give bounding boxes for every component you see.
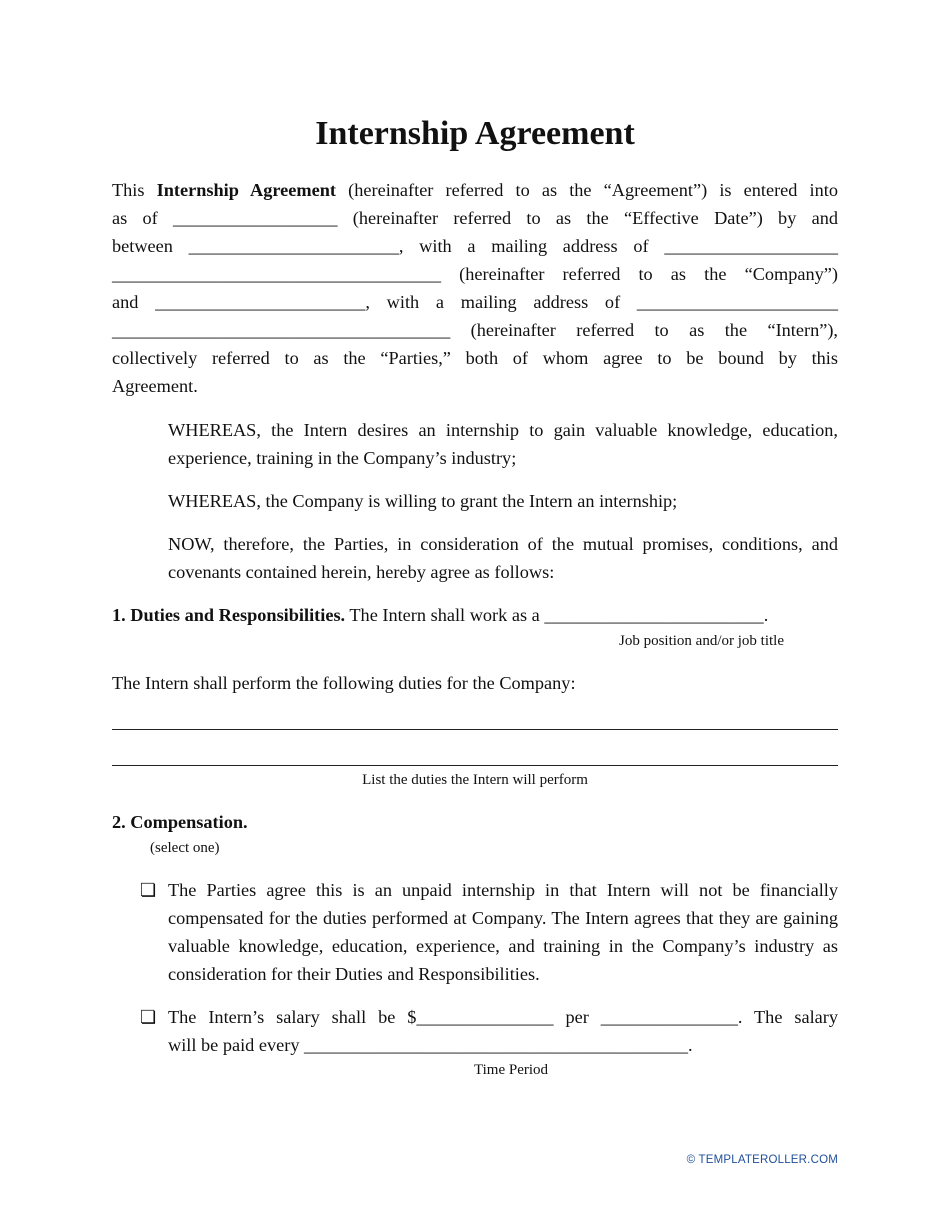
section-duties-text: The Intern shall work as a ________________________.	[345, 605, 769, 625]
document-title: Internship Agreement	[315, 115, 635, 152]
intro-line-3: between _______________________, with a mailing address of ___________________	[112, 236, 838, 256]
duties-caption: List the duties the Intern will perform	[362, 772, 588, 788]
salary-option-line-1: The Intern’s salary shall be $_______________ per _______________. The salary	[168, 1007, 838, 1027]
agreement-name: Internship Agreement	[156, 180, 337, 200]
unpaid-option-checkbox-icon[interactable]: ❏	[140, 880, 157, 900]
section-duties	[112, 601, 838, 629]
intro-line-1: This Internship Agreement (hereinafter referred to as the “Agreement”) is entered into	[112, 180, 839, 200]
section-compensation-heading: 2. Compensation.	[112, 812, 248, 832]
duties-intro: The Intern shall perform the following duties for the Company:	[112, 673, 576, 693]
time-period-caption: Time Period	[474, 1062, 549, 1078]
salary-option-text	[168, 1003, 838, 1059]
salary-option-checkbox-icon[interactable]: ❏	[140, 1007, 157, 1027]
whereas-clause-2: WHEREAS, the Company is willing to grant the Intern an internship;	[168, 491, 678, 511]
select-one-note: (select one)	[150, 840, 220, 856]
whereas-clause-1: WHEREAS, the Intern desires an internship to gain valuable knowledge, education, experience, training in the Company’s industry;	[168, 420, 838, 468]
intro-line-4: ____________________________________ (hereinafter referred to as the “Company”)	[112, 264, 838, 284]
now-therefore-clause: NOW, therefore, the Parties, in consideration of the mutual promises, conditions, and covenants contained herein, hereby agree as follows:	[168, 534, 838, 582]
section-duties-heading: 1. Duties and Responsibilities.	[112, 605, 346, 625]
job-title-caption: Job position and/or job title	[619, 633, 784, 649]
intro-line-6: _____________________________________ (hereinafter referred to as the “Intern”),	[112, 320, 838, 340]
intro-paragraph	[112, 176, 838, 400]
footer-copyright: © TEMPLATEROLLER.COM	[686, 1154, 838, 1166]
intro-line-2: as of __________________ (hereinafter referred to as the “Effective Date”) by and	[112, 208, 838, 228]
duties-blank-line-1	[112, 729, 838, 730]
duties-blank-line-2	[112, 765, 838, 766]
intro-line-5: and _______________________, with a mailing address of ______________________	[112, 292, 838, 312]
salary-option-line-2: will be paid every __________________________________________.	[168, 1035, 693, 1055]
intro-line-7: collectively referred to as the “Parties,” both of whom agree to be bound by this	[112, 348, 838, 368]
unpaid-option-text: The Parties agree this is an unpaid internship in that Intern will not be financially compensated for the duties performed at Company. The Intern agrees that they are gaining valuable knowledge, education, experience, and training in the Company’s industry as consideration for their Duties and Responsibilities.	[168, 880, 838, 984]
intro-line-8: Agreement.	[112, 376, 198, 396]
